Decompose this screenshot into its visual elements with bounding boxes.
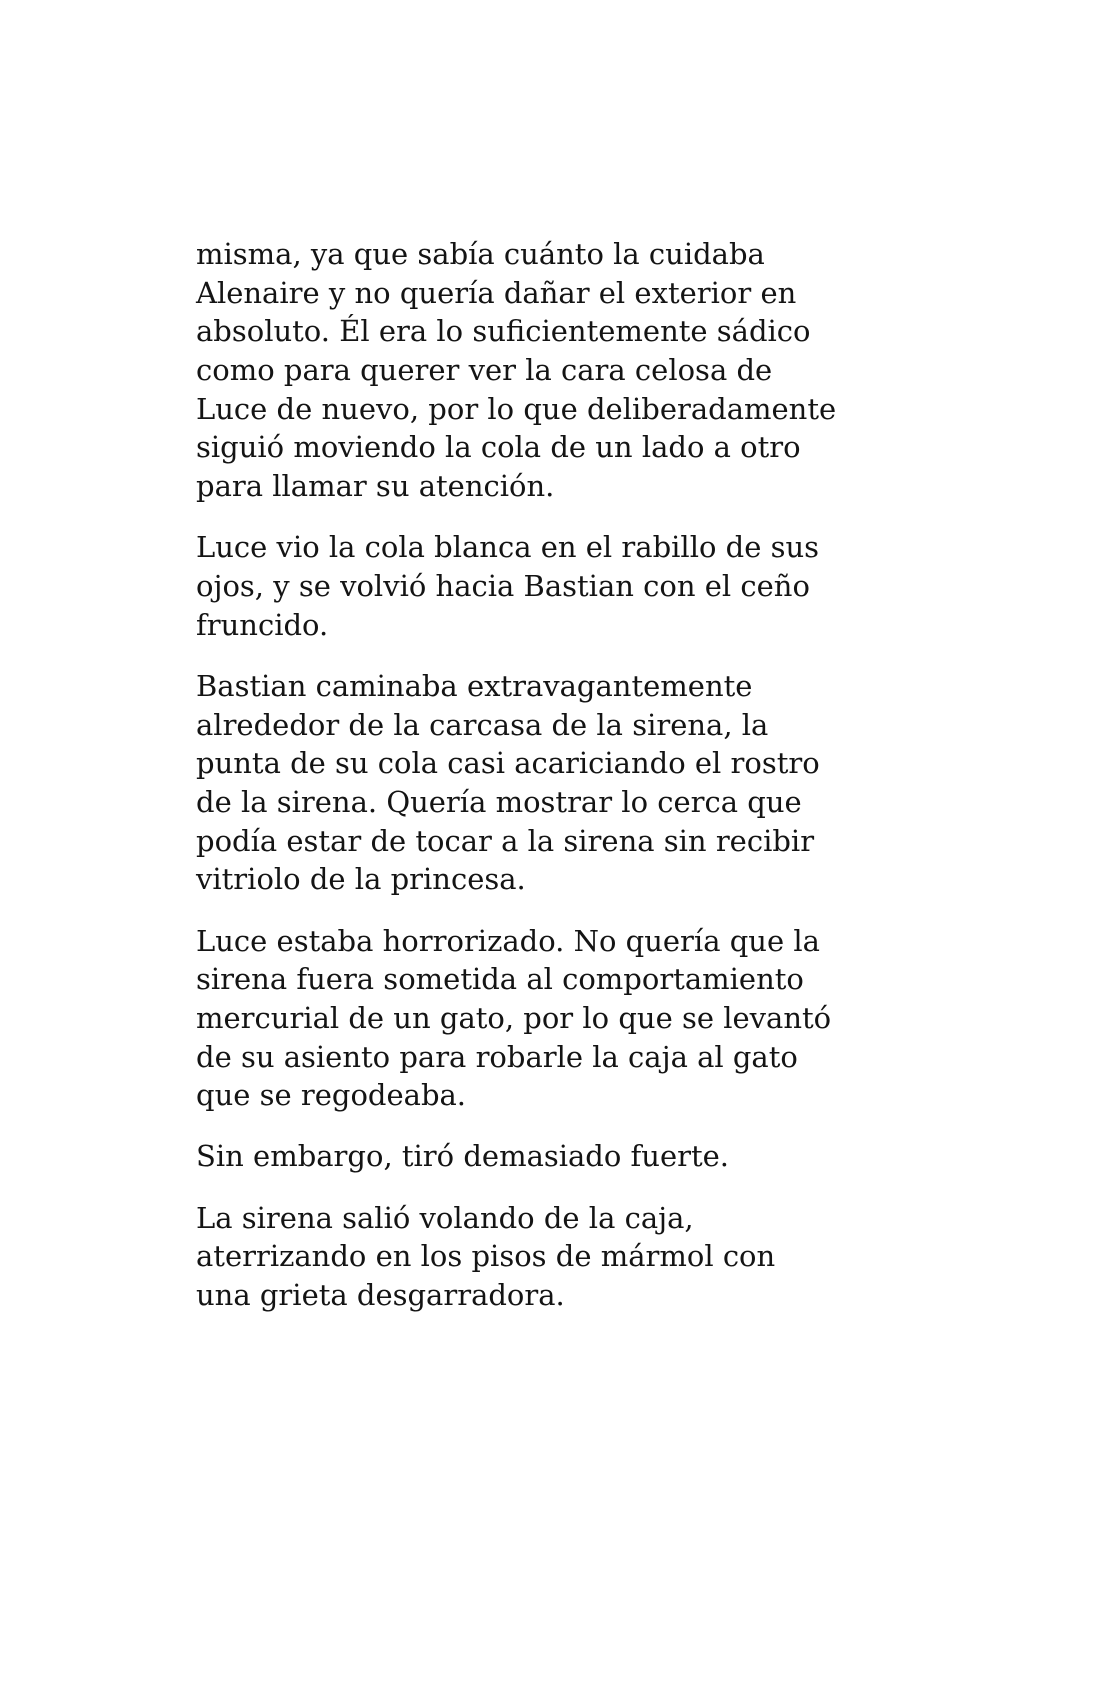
text-line: sirena fuera sometida al comportamiento (196, 962, 804, 997)
text-line: fruncido. (196, 607, 329, 642)
text-line: mercurial de un gato, por lo que se levantó (196, 1000, 832, 1035)
text-line: una grieta desgarradora. (196, 1278, 565, 1312)
text-line: podía estar de tocar a la sirena sin recibir (196, 823, 815, 858)
text-line: que se regodeaba. (196, 1078, 467, 1113)
text-line: Sin embargo, tiró demasiado fuerte. (196, 1139, 730, 1174)
text-line: para llamar su atención. (196, 469, 555, 504)
text-line: siguió moviendo la cola de un lado a otro (196, 430, 801, 465)
text-line: punta de su cola casi acariciando el rostro (196, 746, 820, 781)
paragraph-1 (196, 235, 1056, 506)
text-line: Bastian caminaba extravagantemente (196, 668, 753, 703)
text-line: absoluto. Él era lo suficientemente sádico (196, 314, 811, 349)
paragraph-3 (196, 667, 1056, 899)
text-line: aterrizando en los pisos de mármol con (196, 1239, 776, 1274)
text-line: Luce estaba horrorizado. No quería que la (196, 923, 820, 958)
text-line: ojos, y se volvió hacia Bastian con el ceño (196, 569, 810, 603)
paragraph-5 (196, 1137, 1056, 1176)
text-line: misma, ya que sabía cuánto la cuidaba (196, 237, 765, 271)
text-line: vitriolo de la princesa. (196, 862, 526, 897)
text-line: de la sirena. Quería mostrar lo cerca que (196, 784, 802, 819)
body-text (196, 235, 1056, 1337)
text-line: de su asiento para robarle la caja al gato (196, 1039, 798, 1074)
text-line: como para querer ver la cara celosa de (196, 353, 773, 388)
text-line: Luce de nuevo, por lo que deliberadamente (196, 391, 837, 426)
text-line: Luce vio la cola blanca en el rabillo de sus (196, 530, 820, 565)
paragraph-2 (196, 528, 1056, 644)
text-line: La sirena salió volando de la caja, (196, 1200, 694, 1235)
text-line: alrededor de la carcasa de la sirena, la (196, 707, 769, 742)
paragraph-6 (196, 1199, 1056, 1315)
text-line: Alenaire y no quería dañar el exterior en (196, 275, 797, 310)
paragraph-4 (196, 922, 1056, 1115)
